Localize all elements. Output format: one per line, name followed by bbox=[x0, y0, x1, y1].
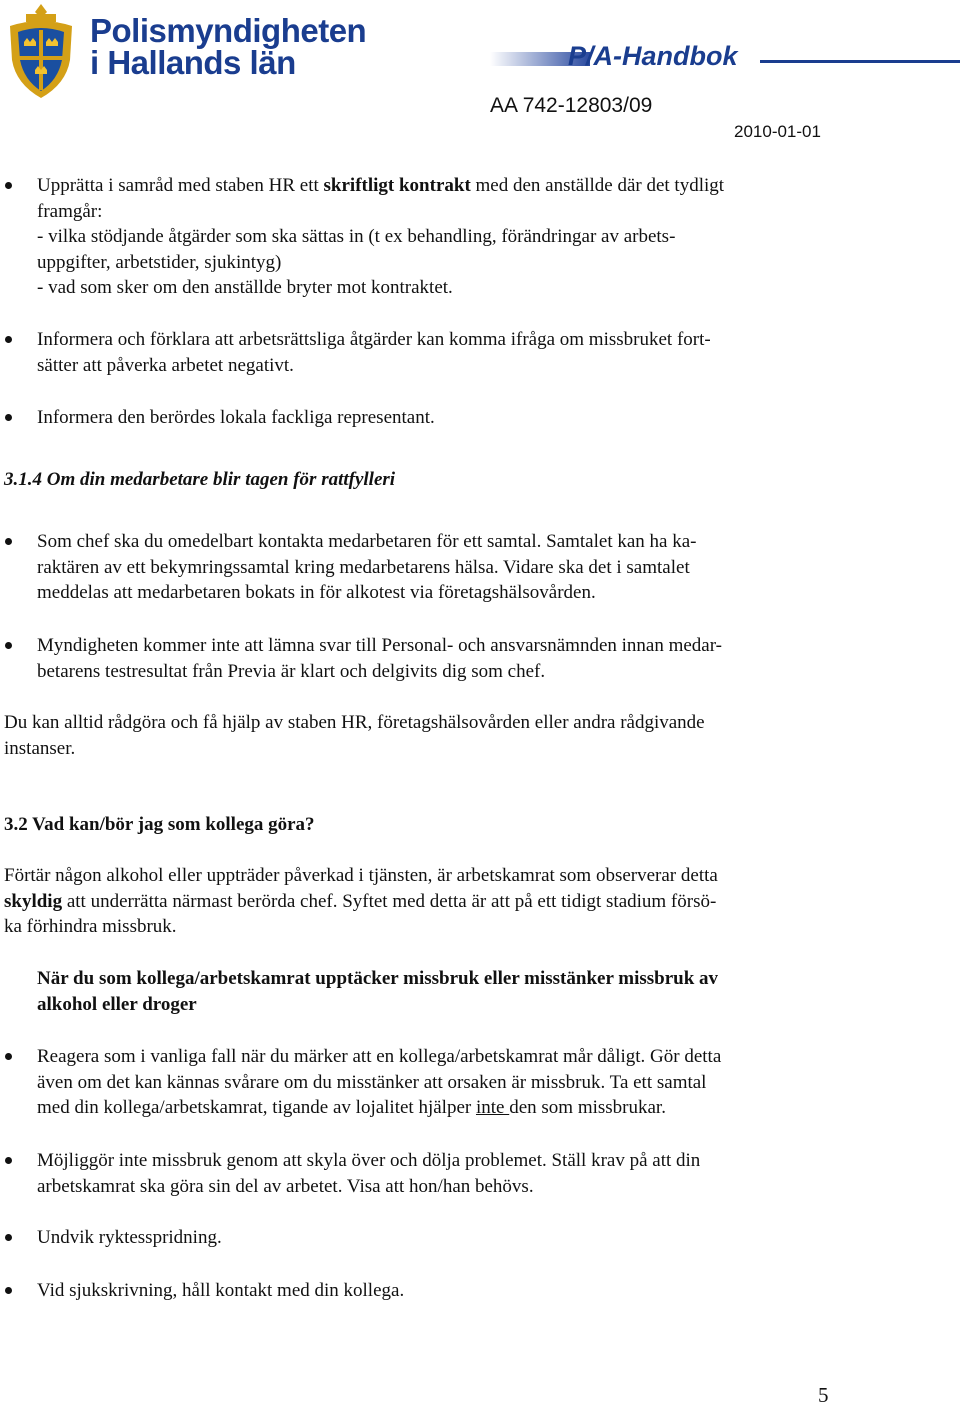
bullet-contract-line2: framgår: bbox=[37, 200, 103, 222]
section-heading-3-1-4: 3.1.4 Om din medarbetare blir tagen för rattfylleri bbox=[4, 469, 396, 490]
bullet-dui-line1: Som chef ska du omedelbart kontakta medarbetaren för ett samtal. Samtalet kan ha ka- bbox=[37, 531, 697, 552]
bullet-enable-line2: arbetskamrat ska göra sin del av arbetet. Visa att hon/han behövs. bbox=[37, 1175, 534, 1197]
document-number: AA 742-12803/09 bbox=[490, 94, 653, 117]
banner-rule bbox=[760, 60, 960, 63]
bullet-icon bbox=[5, 414, 12, 421]
bullet-icon bbox=[5, 1234, 12, 1241]
bullet-react-line1: Reagera som i vanliga fall när du märker att en kollega/arbetskamrat mår dåligt. Gör detta bbox=[37, 1046, 722, 1067]
bullet-dui-line3: meddelas att medarbetaren bokats in för alkotest via företagshälsovården. bbox=[37, 582, 596, 603]
bullet-icon bbox=[5, 1157, 12, 1164]
paragraph-colleague-line3: ka förhindra missbruk. bbox=[4, 916, 177, 937]
bullet-authority-line1: Myndigheten kommer inte att lämna svar till Personal- och ansvarsnämnden innan medar- bbox=[37, 635, 723, 656]
bullet-inform-line2: sätter att påverka arbetet negativt. bbox=[37, 354, 294, 376]
paragraph-advice-line1: Du kan alltid rådgöra och få hjälp av staben HR, företagshälsovården eller andra rådgivande bbox=[4, 712, 705, 733]
bullet-dui-line2: raktären av ett bekymringssamtal kring medarbetarens hälsa. Vidare ska det i samtalet bbox=[37, 556, 690, 578]
agency-name-line2: i Hallands län bbox=[90, 44, 296, 81]
paragraph-colleague-line1: Förtär någon alkohol eller uppträder påverkad i tjänsten, är arbetskamrat som observerar detta bbox=[4, 865, 718, 886]
subheading-line1: När du som kollega/arbetskamrat upptäcker missbruk eller misstänker missbruk av bbox=[37, 968, 719, 989]
bullet-rumor-line1: Undvik ryktesspridning. bbox=[37, 1227, 222, 1248]
bullet-sickleave-line1: Vid sjukskrivning, håll kontakt med din kollega. bbox=[37, 1280, 405, 1301]
bullet-contract-line4: uppgifter, arbetstider, sjukintyg) bbox=[37, 251, 282, 273]
bullet-icon bbox=[5, 182, 12, 189]
handbook-banner bbox=[490, 41, 960, 71]
bullet-icon bbox=[5, 1287, 12, 1294]
bullet-react-line2: även om det kan kännas svårare om du misstänker att orsaken är missbruk. Ta ett samtal bbox=[37, 1071, 707, 1093]
bullet-authority-line2: betarens testresultat från Previa är klart och delgivits dig som chef. bbox=[37, 660, 546, 682]
bullet-contract-line3: - vilka stödjande åtgärder som ska sättas in (t ex behandling, förändringar av arbets- bbox=[37, 226, 676, 247]
bullet-inform-line1: Informera och förklara att arbetsrättsliga åtgärder kan komma ifråga om missbruket fort- bbox=[37, 329, 711, 350]
paragraph-advice-line2: instanser. bbox=[4, 737, 76, 759]
agency-name-line1: Polismyndigheten bbox=[90, 12, 367, 49]
section-heading-3-2: 3.2 Vad kan/bör jag som kollega göra? bbox=[4, 814, 315, 835]
bullet-enable-line1: Möjliggör inte missbruk genom att skyla över och dölja problemet. Ställ krav på att din bbox=[37, 1150, 701, 1171]
bullet-contract-line5: - vad som sker om den anställde bryter mot kontraktet. bbox=[37, 277, 453, 298]
bullet-icon bbox=[5, 336, 12, 343]
bullet-react-line3: med din kollega/arbetskamrat, tigande av lojalitet hjälper inte den som missbrukar. bbox=[37, 1097, 666, 1118]
document-date: 2010-01-01 bbox=[734, 122, 821, 141]
subheading-line2: alkohol eller droger bbox=[37, 993, 197, 1015]
bullet-icon bbox=[5, 1053, 12, 1060]
bullet-contract-line1: Upprätta i samråd med staben HR ett skriftligt kontrakt med den anställde där det tydligt bbox=[37, 175, 725, 196]
paragraph-colleague-line2: skyldig att underrätta närmast berörda chef. Syftet med detta är att på ett tidigt stadium försö- bbox=[4, 890, 717, 912]
page-number: 5 bbox=[818, 1383, 829, 1407]
bullet-union-line1: Informera den berördes lokala fackliga representant. bbox=[37, 407, 435, 428]
handbook-title: P/A-Handbok bbox=[568, 41, 738, 71]
police-crest-logo bbox=[0, 0, 82, 102]
bullet-icon bbox=[5, 538, 12, 545]
bullet-icon bbox=[5, 642, 12, 649]
